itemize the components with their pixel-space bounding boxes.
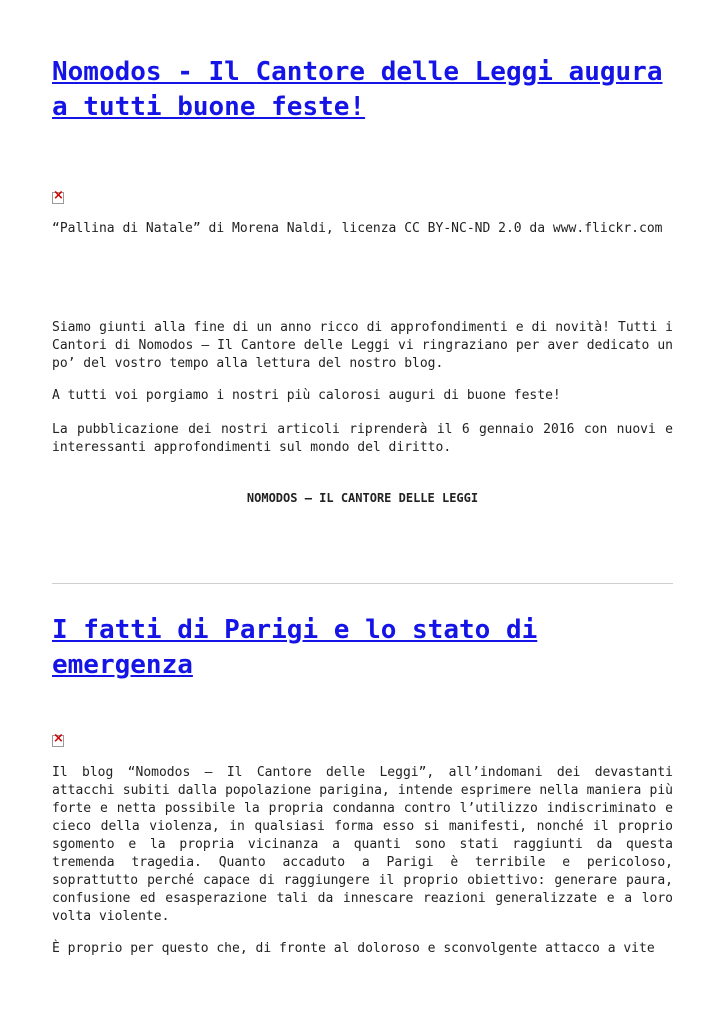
image-caption: “Pallina di Natale” di Morena Naldi, licenza CC BY-NC-ND 2.0 da www.flickr.com (52, 221, 663, 236)
post-1-paragraph-1: Siamo giunti alla fine di un anno ricco di approfondimenti e di novità! Tutti i Cantori di Nomodos – Il Cantore delle Leggi vi ringraziano per aver dedicato un po’ del vostro tempo alla lettura del nostro blog. (52, 320, 673, 371)
post-title-link-1[interactable]: Nomodos - Il Cantore delle Leggi augura a tutti buone feste! (52, 57, 663, 122)
post-title-1 (52, 55, 672, 125)
post-title-2 (52, 613, 672, 683)
post-1-signature: NOMODOS – IL CANTORE DELLE LEGGI (246, 491, 479, 505)
broken-image-icon (52, 735, 64, 747)
post-1-paragraph-2: A tutti voi porgiamo i nostri più calorosi auguri di buone feste! (52, 388, 561, 403)
broken-image-icon (52, 192, 64, 204)
post-1-paragraph-3: La pubblicazione dei nostri articoli riprenderà il 6 gennaio 2016 con nuovi e interessanti approfondimenti sul mondo del diritto. (52, 422, 673, 455)
post-2-paragraph-1: Il blog “Nomodos – Il Cantore delle Leggi”, all’indomani dei devastanti attacchi subiti dalla popolazione parigina, intende esprimere nella maniera più forte e netta possibile la propria condanna contro l’utilizzo indiscriminato e cieco della violenza, in qualsiasi forma esso si manifesti, nonché il proprio sgomento e la propria vicinanza a quanti sono stati raggiunti da questa tremenda tragedia. Quanto accaduto a Parigi è terribile e pericoloso, soprattutto perché capace di raggiungere il proprio obiettivo: generare paura, confusione ed esasperazione tali da innescare reazioni generalizzate e a loro volta violente. (52, 765, 673, 924)
post-title-link-2[interactable]: I fatti di Parigi e lo stato di emergenza (52, 615, 538, 680)
post-divider (52, 583, 673, 584)
post-2-paragraph-2: È proprio per questo che, di fronte al doloroso e sconvolgente attacco a vite (52, 941, 655, 956)
